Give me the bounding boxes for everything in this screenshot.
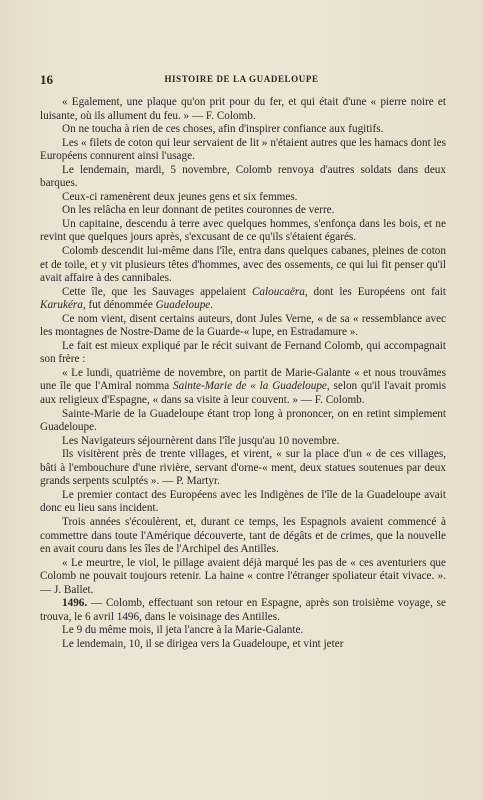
paragraph: Ils visitèrent près de trente villages, et virent, « sur la place d'un « de ces villages, bâti à l'embouchure d'une rivière, servant d'orne-« ment, deux statues soutenues par deux grands serpents sculptés ». — P. Martyr. [40,448,446,488]
paragraph: On ne toucha à rien de ces choses, afin d'inspirer confiance aux fugitifs. [62,123,384,136]
paragraph: On les relâcha en leur donnant de petites couronnes de verre. [62,204,335,217]
page-header [40,72,443,88]
paragraph: Trois années s'écoulèrent, et, durant ce temps, les Espagnols avaient commencé à commettre dans toute l'Amérique découverte, tant de dégâts et de crimes, que la nouvelle en avait couru dans les îles de l'Archipel des Antilles. [40,515,446,556]
text-run: « Le lundi, quatrième de novembre, on partit de Marie-Galante « et nous trouvâmes une île que l'Amiral nomma [40,366,446,393]
body-text [40,96,446,651]
paragraph: « Le meurtre, le viol, le pillage avaient déjà marqué les pas de « ces aventuriers que Colomb ne pouvait toujours retenir. La haine « contre l'étranger spoliateur était vivace. ». — J. Ballet. [40,556,446,596]
text-run: , selon qu'il l'avait promis aux religieux d'Espagne, « dans sa visite à leur couvent. » — F. Colomb. [40,380,446,407]
paragraph-1496 [40,597,446,624]
paragraph: Le lendemain, 10, il se dirigea vers la Guadeloupe, et vint jeter [62,637,344,650]
text-run: , dont les Européens ont fait [304,285,446,298]
paragraph: Le fait est mieux expliqué par le récit suivant de Fernand Colomb, qui accompagnait son frère : [40,339,446,366]
paragraph: Le lendemain, mardi, 5 novembre, Colomb renvoya d'autres soldats dans deux barques. [40,163,446,190]
paragraph: Les Navigateurs séjournèrent dans l'île jusqu'au 10 novembre. [62,434,340,447]
paragraph: Colomb descendit lui-même dans l'île, entra dans quelques cabanes, pleines de coton et de toile, et y vit plusieurs têtes d'hommes, avec des ossements, ce qui lui fit penser qu'il avait affaire à des cannibales. [40,245,446,285]
paragraph: Ce nom vient, disent certains auteurs, dont Jules Verne, « de sa « ressemblance avec les montagnes de Nostre-Dame de la Guarde-« lupe, en Estradamure ». [40,312,446,339]
text-run: — Colomb, effectuant son retour en Espagne, après son troisième voyage, se trouva, le 6 avril 1496, dans le voisinage des Antilles. [40,597,446,623]
text-run: , fut dénommée [82,299,156,312]
paragraph-island-names [40,286,446,313]
paragraph: Sainte-Marie de la Guadeloupe étant trop long à prononcer, on en retint simplement Guadeloupe. [40,407,446,434]
text-run: . [210,299,214,312]
paragraph: Le premier contact des Européens avec les Indigènes de l'île de la Guadeloupe avait donc eu lieu sans incident. [40,488,446,515]
paragraph: « Egalement, une plaque qu'on prit pour du fer, et qui était d'une « pierre noire et luisante, où ils allument du feu. » — F. Colomb. [40,96,446,122]
paragraph: Un capitaine, descendu à terre avec quelques hommes, s'enfonça dans les bois, et ne revint que quelques jours après, s'excusant de ce qu'ils s'étaient égarés. [40,217,446,244]
italic-name-sainte-marie: Sainte-Marie de « la Guadeloupe [173,380,327,393]
paragraph: Les « filets de coton qui leur servaient de lit » n'étaient autres que les hamacs dont les Européens connurent ainsi l'usage. [40,136,446,163]
italic-name-caloucaera: Caloucaëra [251,285,305,298]
paragraph-quote-colomb [40,367,446,408]
italic-name-guadeloupe: Guadeloupe [155,299,211,312]
page-number: 16 [40,72,53,87]
bold-year: 1496. [62,597,88,610]
running-title: HISTOIRE DE LA GUADELOUPE [164,74,319,84]
paragraph: Ceux-ci ramenèrent deux jeunes gens et six femmes. [62,190,298,203]
paragraph: Le 9 du même mois, il jeta l'ancre à la Marie-Galante. [62,624,304,637]
text-run: Cette île, que les Sauvages appelaient [62,285,252,298]
italic-name-karukera: Karukéra [40,299,83,312]
